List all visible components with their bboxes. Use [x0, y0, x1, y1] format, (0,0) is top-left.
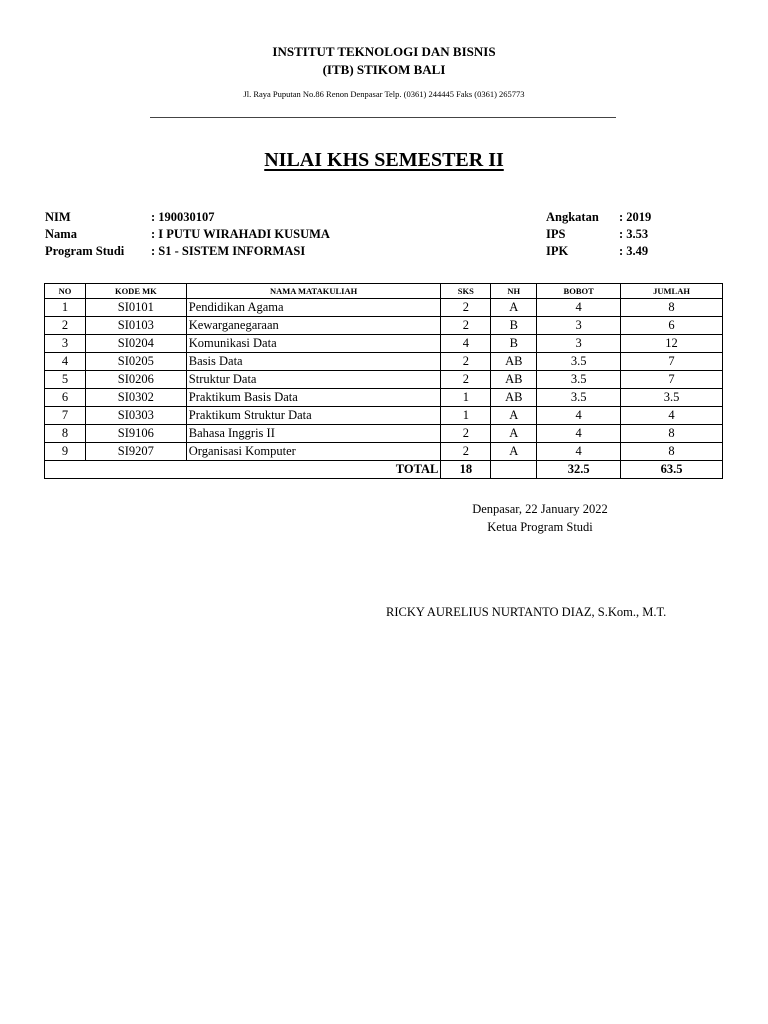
prodi-value: : S1 - SISTEM INFORMASI — [151, 244, 306, 258]
cell-sks: 2 — [441, 425, 491, 443]
header-bobot: BOBOT — [537, 284, 621, 299]
cell-nama-matakuliah: Praktikum Struktur Data — [186, 407, 441, 425]
cell-no: 4 — [45, 353, 86, 371]
cell-kode-mk: SI0103 — [85, 317, 186, 335]
ips-value: : 3.53 — [619, 227, 649, 241]
table-row — [45, 407, 723, 425]
cell-kode-mk: SI0206 — [85, 371, 186, 389]
header-kode-mk: KODE MK — [85, 284, 186, 299]
institution-address: Jl. Raya Puputan No.86 Renon Denpasar Telp. (0361) 244445 Faks (0361) 265773 — [243, 89, 525, 99]
cell-jumlah: 12 — [621, 335, 723, 353]
cell-kode-mk: SI0101 — [85, 299, 186, 317]
total-jumlah: 63.5 — [621, 461, 723, 479]
nim-label: NIM — [45, 210, 71, 224]
cell-sks: 2 — [441, 353, 491, 371]
cell-no: 5 — [45, 371, 86, 389]
cell-jumlah: 7 — [621, 353, 723, 371]
cell-no: 9 — [45, 443, 86, 461]
cell-kode-mk: SI0205 — [85, 353, 186, 371]
cell-kode-mk: SI9207 — [85, 443, 186, 461]
table-row — [45, 353, 723, 371]
header-divider — [150, 117, 616, 118]
ipk-value: : 3.49 — [619, 244, 649, 258]
cell-sks: 2 — [441, 317, 491, 335]
institution-abbreviation: (ITB) STIKOM BALI — [322, 62, 446, 77]
signature-place-date: Denpasar, 22 January 2022 — [472, 502, 608, 516]
angkatan-value: : 2019 — [619, 210, 652, 224]
cell-no: 7 — [45, 407, 86, 425]
cell-nama-matakuliah: Basis Data — [186, 353, 441, 371]
cell-nama-matakuliah: Struktur Data — [186, 371, 441, 389]
ipk-label: IPK — [546, 244, 569, 258]
header-jumlah: JUMLAH — [621, 284, 723, 299]
cell-nh: A — [491, 407, 537, 425]
cell-jumlah: 8 — [621, 425, 723, 443]
cell-no: 1 — [45, 299, 86, 317]
cell-bobot: 4 — [537, 443, 621, 461]
cell-kode-mk: SI0302 — [85, 389, 186, 407]
cell-nama-matakuliah: Pendidikan Agama — [186, 299, 441, 317]
cell-kode-mk: SI0303 — [85, 407, 186, 425]
cell-nama-matakuliah: Praktikum Basis Data — [186, 389, 441, 407]
cell-jumlah: 4 — [621, 407, 723, 425]
table-header-row — [45, 284, 723, 299]
prodi-label: Program Studi — [45, 244, 125, 258]
cell-nama-matakuliah: Organisasi Komputer — [186, 443, 441, 461]
table-row — [45, 443, 723, 461]
nim-value: : 190030107 — [151, 210, 215, 224]
cell-nh: AB — [491, 389, 537, 407]
cell-no: 6 — [45, 389, 86, 407]
cell-sks: 1 — [441, 389, 491, 407]
header-nama-matakuliah: NAMA MATAKULIAH — [186, 284, 441, 299]
cell-no: 2 — [45, 317, 86, 335]
total-nh — [491, 461, 537, 479]
cell-nama-matakuliah: Komunikasi Data — [186, 335, 441, 353]
document-title-text: NILAI KHS SEMESTER II — [264, 149, 504, 171]
cell-nh: B — [491, 335, 537, 353]
cell-nh: A — [491, 299, 537, 317]
cell-bobot: 4 — [537, 299, 621, 317]
total-bobot: 32.5 — [537, 461, 621, 479]
total-sks: 18 — [441, 461, 491, 479]
total-label: TOTAL — [45, 461, 441, 479]
cell-jumlah: 3.5 — [621, 389, 723, 407]
cell-bobot: 4 — [537, 425, 621, 443]
cell-bobot: 3.5 — [537, 371, 621, 389]
signer-name: RICKY AURELIUS NURTANTO DIAZ, S.Kom., M.T. — [386, 605, 667, 619]
cell-bobot: 4 — [537, 407, 621, 425]
cell-nh: AB — [491, 371, 537, 389]
cell-kode-mk: SI9106 — [85, 425, 186, 443]
angkatan-label: Angkatan — [546, 210, 599, 224]
cell-no: 8 — [45, 425, 86, 443]
cell-nama-matakuliah: Bahasa Inggris II — [186, 425, 441, 443]
nama-label: Nama — [45, 227, 77, 241]
signature-role: Ketua Program Studi — [487, 520, 593, 534]
cell-nh: AB — [491, 353, 537, 371]
table-row — [45, 371, 723, 389]
cell-no: 3 — [45, 335, 86, 353]
cell-nh: A — [491, 443, 537, 461]
grades-table — [44, 283, 723, 479]
cell-sks: 2 — [441, 371, 491, 389]
header-no: NO — [45, 284, 86, 299]
table-body — [45, 299, 723, 461]
institution-name: INSTITUT TEKNOLOGI DAN BISNIS — [272, 44, 496, 59]
nama-value: : I PUTU WIRAHADI KUSUMA — [151, 227, 330, 241]
cell-jumlah: 8 — [621, 299, 723, 317]
table-row — [45, 425, 723, 443]
cell-bobot: 3 — [537, 317, 621, 335]
document-title — [0, 149, 768, 172]
cell-jumlah: 8 — [621, 443, 723, 461]
header-sks: SKS — [441, 284, 491, 299]
ips-label: IPS — [546, 227, 566, 241]
cell-nh: A — [491, 425, 537, 443]
cell-bobot: 3.5 — [537, 353, 621, 371]
table-row — [45, 299, 723, 317]
cell-jumlah: 6 — [621, 317, 723, 335]
cell-sks: 1 — [441, 407, 491, 425]
cell-nh: B — [491, 317, 537, 335]
cell-sks: 2 — [441, 443, 491, 461]
cell-kode-mk: SI0204 — [85, 335, 186, 353]
table-row — [45, 317, 723, 335]
table-row — [45, 389, 723, 407]
cell-nama-matakuliah: Kewarganegaraan — [186, 317, 441, 335]
table-total-row — [45, 461, 723, 479]
cell-jumlah: 7 — [621, 371, 723, 389]
cell-sks: 4 — [441, 335, 491, 353]
cell-sks: 2 — [441, 299, 491, 317]
table-row — [45, 335, 723, 353]
header-nh: NH — [491, 284, 537, 299]
cell-bobot: 3.5 — [537, 389, 621, 407]
cell-bobot: 3 — [537, 335, 621, 353]
